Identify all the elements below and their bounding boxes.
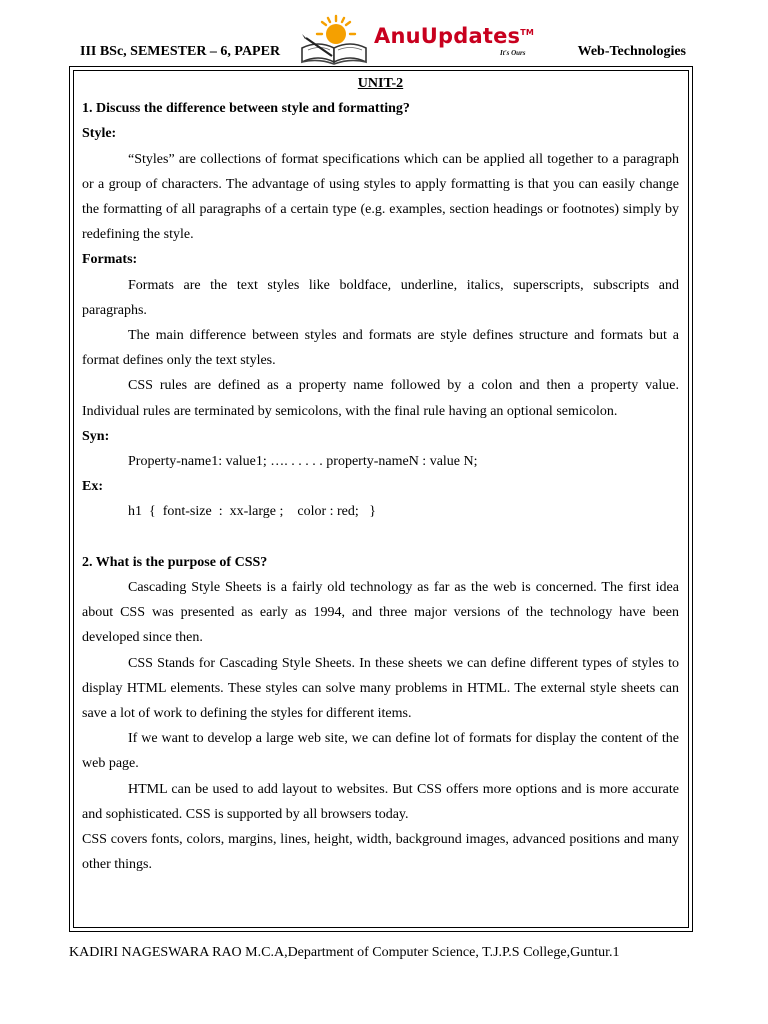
- section-spacer: [82, 525, 679, 550]
- css-purpose-paragraph-3: If we want to develop a large web site, we can define lot of formats for display the content of the web page.: [82, 731, 679, 772]
- logo-tagline: It's Ours: [500, 49, 526, 57]
- document-body: [82, 71, 679, 877]
- book-sun-logo-icon: [292, 12, 372, 70]
- style-paragraph: “Styles” are collections of format specifications which can be applied all together to a paragraph or a group of characters. The advantage of using styles to apply formatting is that you can easily change the formatting of all paragraphs of a certain type (e.g. examples, section headings or footnotes) simply by redefining the style.: [82, 151, 679, 243]
- css-purpose-paragraph-5: CSS covers fonts, colors, margins, lines, height, width, background images, advanced positions and many other things.: [82, 832, 679, 873]
- question-2: 2. What is the purpose of CSS?: [82, 554, 268, 570]
- example-code: h1 { font-size : xx-large ; color : red; }: [128, 504, 377, 520]
- page-footer: KADIRI NAGESWARA RAO M.C.A,Department of Computer Science, T.J.P.S College,Guntur.1: [69, 945, 620, 960]
- style-heading: Style:: [82, 126, 117, 142]
- logo-wordmark: AnuUpdates™: [374, 24, 535, 48]
- example-heading: Ex:: [82, 479, 103, 495]
- header-subject: Web-Technologies: [577, 44, 686, 59]
- difference-paragraph: The main difference between styles and formats are style defines structure and formats but a format defines only the text styles.: [82, 328, 679, 369]
- syntax-heading: Syn:: [82, 428, 110, 444]
- question-1: 1. Discuss the difference between style and formatting?: [82, 101, 410, 117]
- formats-paragraph: Formats are the text styles like boldface, underline, italics, superscripts, subscripts and paragraphs.: [82, 277, 679, 318]
- unit-title: UNIT-2: [357, 76, 404, 91]
- syntax-text: Property-name1: value1; …. . . . . . property-nameN : value N;: [128, 454, 478, 470]
- css-purpose-paragraph-1: Cascading Style Sheets is a fairly old technology as far as the web is concerned. The first idea about CSS was presented as early as 1994, and three major versions of the technology have been developed since then.: [82, 580, 679, 646]
- formats-heading: Formats:: [82, 252, 138, 268]
- css-purpose-paragraph-4: HTML can be used to add layout to websites. But CSS offers more options and is more accurate and sophisticated. CSS is supported by all browsers today.: [82, 781, 679, 822]
- header-course-info: III BSc, SEMESTER – 6, PAPER: [80, 44, 281, 59]
- css-purpose-paragraph-2: CSS Stands for Cascading Style Sheets. In these sheets we can define different types of styles to display HTML elements. These styles can solve many problems in HTML. The external style sheets can save a lot of work to defining the styles for different items.: [82, 655, 679, 722]
- css-rules-paragraph: CSS rules are defined as a property name followed by a colon and then a property value. Individual rules are terminated by semicolons, with the final rule having an optional semicolon.: [82, 378, 679, 419]
- brand-logo: [292, 12, 592, 70]
